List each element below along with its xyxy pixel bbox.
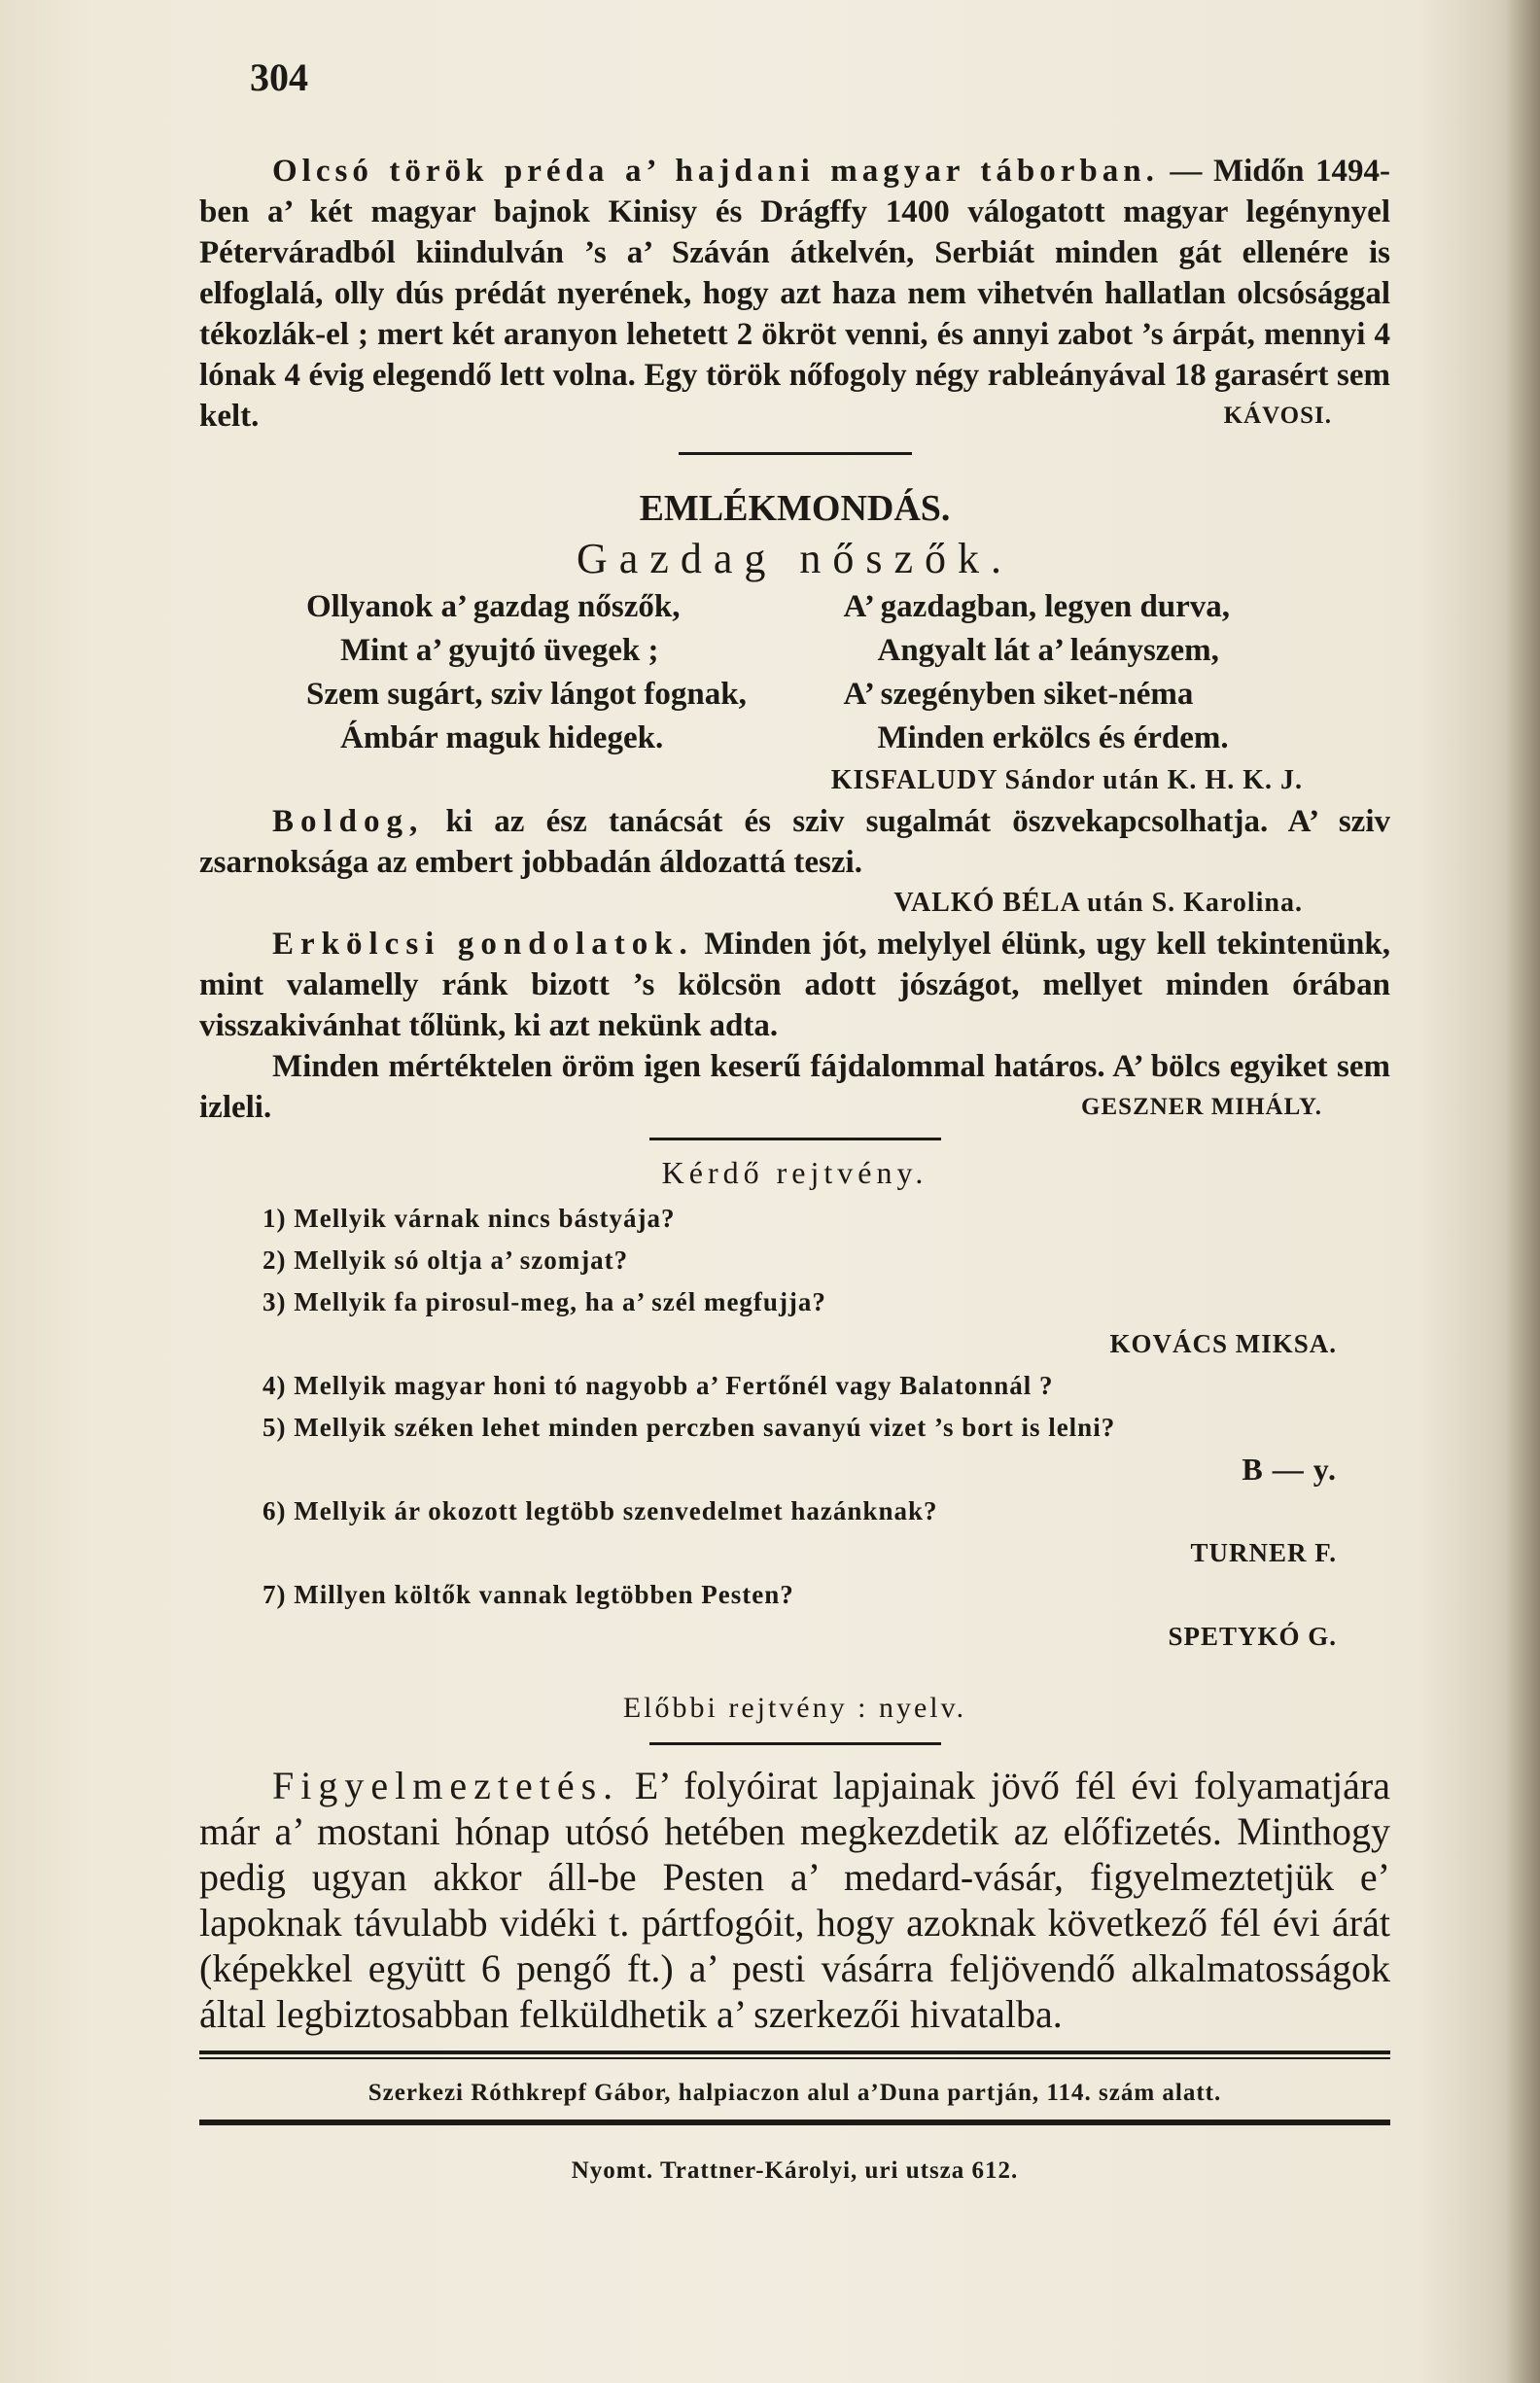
poem-line: A’ gazdagban, legyen durva, [843,589,1231,624]
paragraph-author: GESZNER MIHÁLY. [1081,1094,1322,1120]
riddle-author: SPETYKÓ G. [1168,1622,1337,1651]
article-author: KÁVOSI. [1223,403,1332,429]
book-spine [1507,0,1540,2383]
poem-line: Ámbár maguk hidegek. [340,720,664,755]
previous-riddle-answer: Előbbi rejtvény : nyelv. [622,1692,967,1724]
riddle-item: 1) Mellyik várnak nincs bástyája? [262,1204,676,1233]
poem-line: Szem sugárt, sziv lángot fognak, [306,677,747,712]
riddles [199,1152,1390,1729]
paragraph-erkolcsi-2 [199,1046,1390,1128]
riddle-item: 4) Mellyik magyar honi tó nagyobb a’ Fertőnél vagy Balatonnál ? [262,1371,1054,1400]
poem-line: Minden erkölcs és érdem. [877,720,1229,755]
notice [199,1763,1390,2037]
section-heading: EMLÉKMONDÁS. [639,488,951,529]
poem-left-column [199,585,786,760]
riddle-item: 7) Millyen költők vannak legtöbben Pesten? [262,1580,794,1609]
paragraph-body: Minden jót, melylyel élünk, ugy kell tekintenünk, mint valamelly ránk bizott ’s kölcsön adott jószágot, mellyet minden órában visszakivánhat tőlünk, ki azt nekünk adta. [199,927,1390,1043]
editor-line: Szerkezi Róthkrepf Gábor, halpiaczon alul a’Duna partján, 114. szám alatt. [368,2080,1222,2106]
page-content [199,53,1390,2191]
notice-lead: Figyelmeztetés. [272,1764,620,1807]
riddle-item: 6) Mellyik ár okozott legtöbb szenvedelmet hazánknak? [262,1496,938,1525]
divider [679,452,912,455]
divider-full [199,2057,1390,2059]
paragraph-body: ki az ész tanácsát és sziv sugalmát öszvekapcsolhatja. A’ sziv zsarnoksága az embert jobbadán áldozattá teszi. [199,804,1390,880]
paragraph-lead: Erkölcsi gondolatok. [272,927,694,962]
poem-right-column [805,585,1391,760]
riddles-title: Kérdő rejtvény. [661,1155,928,1190]
riddle-item: 3) Mellyik fa pirosul-meg, ha a’ szél megfujja? [262,1287,826,1316]
poem-line: Angyalt lát a’ leányszem, [877,633,1219,668]
paragraph-body: Minden mértéktelen öröm igen keserű fájdalommal határos. A’ bölcs egyiket sem izleli. [199,1049,1390,1125]
divider-full [199,2120,1390,2125]
poem-line: A’ szegényben siket-néma [843,677,1194,712]
poem-line: Mint a’ gyujtó üvegek ; [340,633,659,668]
printer-line: Nyomt. Trattner-Károlyi, uri utsza 612. [571,2157,1019,2184]
riddle-author: TURNER F. [1190,1538,1337,1567]
paragraph-erkolcsi [199,924,1390,1046]
poem-author: KISFALUDY Sándor után K. H. K. J. [830,765,1303,795]
poem-line: Ollyanok a’ gazdag nőszők, [306,589,681,624]
page-number: 304 [250,55,308,99]
divider [649,1138,941,1140]
poem [199,585,1390,760]
paragraph-boldog [199,801,1390,883]
article-body: — Midőn 1494-ben a’ két magyar bajnok Kinisy és Drágffy 1400 válogatott magyar legénynyel Péterváradból kiindulván ’s a’ Száván átkelvén, Serbiát minden gát ellenére is elfoglalá, olly dús prédát nyerének, hogy azt haza nem vihetvén hallatlan olcsósággal tékozlák-el ; mert két aranyon lehetett 2 ökröt venni, és annyi zabot ’s árpát, mennyi 4 lónak 4 évig elegendő lett volna. Egy török nőfogoly négy rableányával 18 garasért sem kelt. [199,154,1390,434]
riddle-item: 5) Mellyik széken lehet minden perczben savanyú vizet ’s bort is lelni? [262,1413,1116,1442]
paragraph-author: VALKÓ BÉLA után S. Karolina. [893,888,1303,918]
article-title: Olcsó török préda a’ hajdani magyar táborban. [272,154,1159,189]
riddle-author: B — y. [1242,1452,1337,1487]
riddle-author: KOVÁCS MIKSA. [1109,1329,1337,1358]
article-olcso-torok [199,151,1390,437]
section-subheading: Gazdag nőszők. [576,535,1013,582]
riddle-item: 2) Mellyik só oltja a’ szomjat? [262,1245,629,1275]
paragraph-lead: Boldog, [272,804,425,839]
divider [649,1742,941,1745]
notice-body: E’ folyóirat lapjainak jövő fél évi folyamatjára már a’ mostani hónap utósó hetében megkezdetik az előfizetés. Minthogy pedig ugyan akkor áll-be Pesten a’ medard-vásár, figyelmeztetjük e’ lapoknak távulabb vidéki t. pártfogóit, hogy azoknak következő fél évi árát (képekkel együtt 6 pengő ft.) a’ pesti vásárra feljövendő alkalmatosságok által legbiztosabban felküldhetik a’ szerkezői hivatalba. [199,1764,1390,2036]
